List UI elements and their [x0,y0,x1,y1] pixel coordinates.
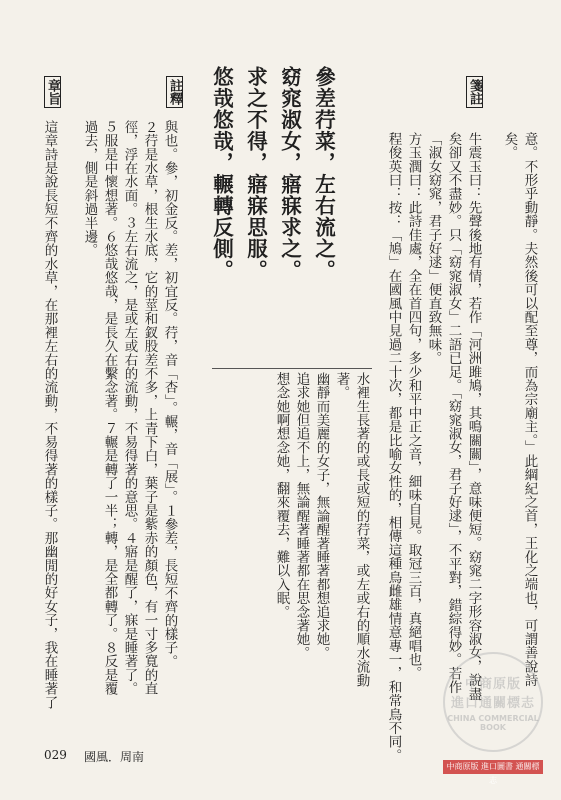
tag-zhu-shi: 註釋 [166,76,183,108]
translation-line: 著。 [333,372,350,400]
stamp-line: 中商原版 [464,676,521,692]
poem-line: 求之不得，寤寐思服。 [243,66,268,281]
jian-zhu-line: 矣卻又不盡妙。只「窈窕淑女」二語已足。「窈窕淑女，君子好逑」，不平對，錯綜得妙。若作 [445,132,462,694]
translation-line: 想念她啊想念她，翻來覆去，難以入眠。 [273,372,290,619]
translation-line: 幽靜而美麗的女子，無論醒著睡著都想追求她。 [313,372,330,660]
jian-zhu-line: 「淑女窈窕，君子好逑」便直致無味。 [425,132,442,365]
section-title: 國風．周南 [84,750,145,764]
translation-line: 水裡生長著的或長或短的荇菜，或左或右的順水流動 [353,372,370,688]
jian-zhu-line: 牛震玉曰：先聲後地有情，若作「河洲雎鳩，其鳴關關」，意味便短。窈窕二字形容淑女，說盡 [465,132,482,701]
stamp-strip: 中商原版 進口圖書 通關標志 [443,760,543,774]
zhu-shi-line: ２荇是水草，根生水底，它的莖和釵股差不多，上青下白，葉子是紫赤的顏色，有一寸多寬的直 [141,120,158,696]
tag-zhang-zhi: 章旨 [44,76,61,108]
zhang-zhi-line: 這章詩是說長短不齊的水草，在那裡左右的流動，不易得著的樣子。那幽閒的好女子，我在睡著了 [41,120,58,710]
poem-line: 窈窕淑女，寤寐求之。 [277,66,302,281]
stamp-line: 進口通關標志 [450,695,535,711]
stamp-line: CHINA COMMERCIAL BOOK [447,713,539,732]
tag-jian-zhu: 箋註 [466,76,483,108]
jian-zhu-line: 矣。 [501,132,518,160]
jian-zhu-line: 意。不形乎動靜。夫然後可以配至尊，而為宗廟主。」此綱紀之首，王化之端也，可謂善說詩 [521,132,538,687]
watermark-stamp [443,652,543,752]
zhu-shi-line: 過去，側是斜過半邊。 [81,120,98,257]
section-divider [212,368,372,369]
zhu-shi-line: 與也。參，初金反。差，初宜反。荇，音「杏」。輾，音「展」。１參差，長短不齊的樣子。 [161,120,178,669]
zhu-shi-line: 徑，浮在水面。３左右流之，是或左或右的流動，不易得著的意思。４寤是醒了，寐是睡著了。 [121,120,138,696]
jian-zhu-line: 程俊英曰：按：「鳩」在國風中見過二十次，都是比喻女性的，相傳這種鳥雌雄情意專一，和常鳥不同。 [385,132,402,763]
jian-zhu-line: 方玉潤曰：此詩佳處，全在首四句，多少和平中正之音，細味自見。取冠三百，真絕唱也。 [405,132,422,680]
page-number: 029 [44,748,67,762]
translation-line: 追求她但追不上，無論醒著睡著都在思念著她。 [293,372,310,660]
zhu-shi-line: ５服是中懷想著。６悠哉悠哉，是長久在繫念著。７輾是轉了一半；轉，是全都轉了。８反是覆 [101,120,118,696]
poem-line: 悠哉悠哉，輾轉反側。 [209,66,234,281]
poem-line: 參差荇菜，左右流之。 [311,66,336,281]
